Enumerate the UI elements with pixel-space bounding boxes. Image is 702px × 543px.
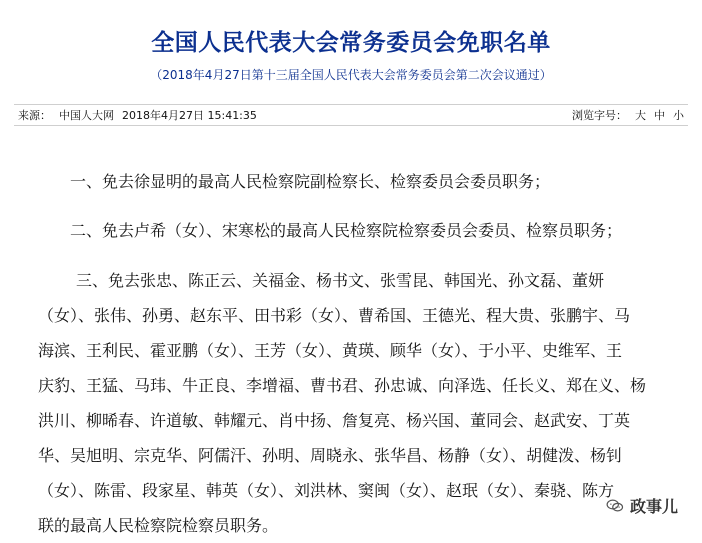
paragraph-3-line: 联的最高人民检察院检察员职务。: [38, 516, 279, 535]
font-size-controls: [572, 107, 684, 123]
page-subtitle: （2018年4月27日第十三届全国人民代表大会常务委员会第二次会议通过）: [150, 68, 552, 82]
paragraph-3-line: 庆豹、王猛、马玮、牛正良、李增福、曹书君、孙忠诚、向泽选、任长义、郑在义、杨: [38, 376, 647, 395]
source-info: [18, 107, 257, 123]
paragraph-3: [38, 263, 666, 543]
paragraph-3-line: （女）、张伟、孙勇、赵东平、田书彩（女）、曹希国、王德光、程大贵、张鹏宇、马: [38, 306, 631, 325]
font-size-medium-button[interactable]: 中: [654, 109, 665, 122]
article-meta-bar: [14, 104, 688, 126]
watermark-text: 政事儿: [630, 497, 679, 516]
paragraph-2: 二、免去卢希（女）、宋寒松的最高人民检察院检察委员会委员、检察员职务；: [70, 221, 623, 240]
paragraph-3-line: 华、吴旭明、宗克华、阿儒汗、孙明、周晓永、张华昌、杨静（女）、胡健泼、杨钊: [38, 446, 623, 465]
paragraph-3-line: 三、免去张忠、陈正云、关福金、杨书文、张雪昆、韩国光、孙文磊、董妍: [76, 271, 605, 290]
source-value: 中国人大网: [59, 109, 114, 122]
font-size-label: 浏览字号：: [572, 109, 627, 122]
source-label: 来源：: [18, 109, 51, 122]
font-size-large-button[interactable]: 大: [635, 109, 646, 122]
paragraph-1: 一、免去徐显明的最高人民检察院副检察长、检察委员会委员职务；: [70, 172, 551, 191]
publish-datetime: 2018年4月27日 15:41:35: [122, 109, 257, 122]
watermark: [606, 494, 678, 517]
page-title: 全国人民代表大会常务委员会免职名单: [151, 30, 551, 56]
paragraph-3-line: 海滨、王利民、霍亚鹏（女）、王芳（女）、黄瑛、顾华（女）、于小平、史维军、王: [38, 341, 623, 360]
paragraph-3-line: （女）、陈雷、段家星、韩英（女）、刘洪林、窦闽（女）、赵珉（女）、秦骁、陈方: [38, 481, 615, 500]
paragraph-3-line: 洪川、柳晞春、许道敏、韩耀元、肖中扬、詹复亮、杨兴国、董同会、赵武安、丁英: [38, 411, 631, 430]
wechat-icon: [606, 499, 624, 513]
font-size-small-button[interactable]: 小: [673, 109, 684, 122]
